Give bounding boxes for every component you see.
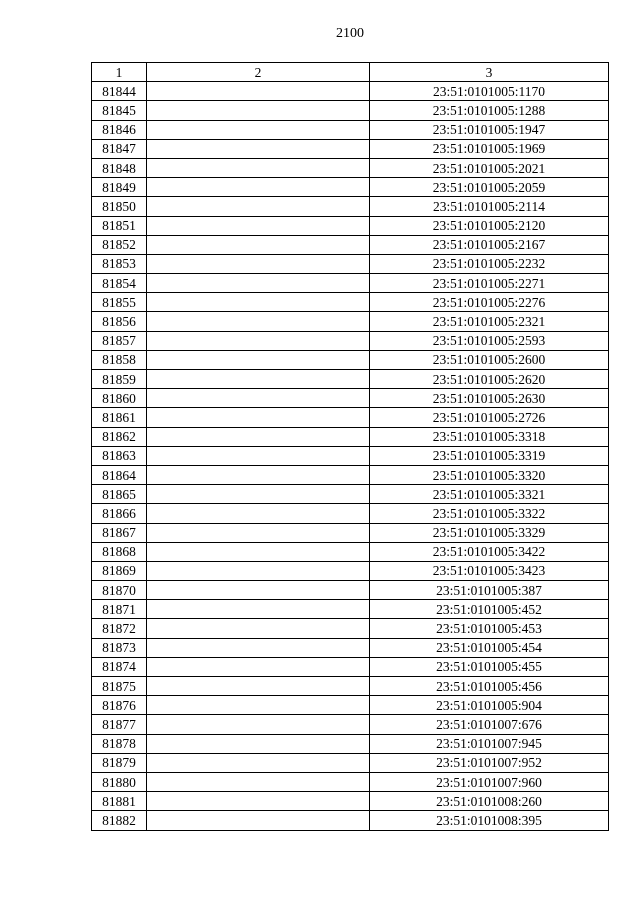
cadastral-number-cell: 23:51:0101005:3422 [370, 542, 609, 561]
row-empty-cell [147, 600, 370, 619]
row-number-cell: 81875 [92, 677, 147, 696]
table-row [92, 638, 609, 657]
table-row [92, 677, 609, 696]
cadastral-number-cell: 23:51:0101005:904 [370, 696, 609, 715]
row-empty-cell [147, 427, 370, 446]
cadastral-number-cell: 23:51:0101005:2600 [370, 350, 609, 369]
row-number-cell: 81854 [92, 274, 147, 293]
row-empty-cell [147, 772, 370, 791]
row-number-cell: 81848 [92, 158, 147, 177]
row-empty-cell [147, 657, 370, 676]
cadastral-number-cell: 23:51:0101005:453 [370, 619, 609, 638]
cadastral-number-cell: 23:51:0101005:2726 [370, 408, 609, 427]
cadastral-number-cell: 23:51:0101005:2271 [370, 274, 609, 293]
row-empty-cell [147, 350, 370, 369]
table-row [92, 235, 609, 254]
row-number-cell: 81851 [92, 216, 147, 235]
row-number-cell: 81858 [92, 350, 147, 369]
table-row [92, 139, 609, 158]
row-number-cell: 81882 [92, 811, 147, 830]
row-empty-cell [147, 638, 370, 657]
table-row [92, 216, 609, 235]
cadastral-number-cell: 23:51:0101005:3319 [370, 446, 609, 465]
table-row [92, 696, 609, 715]
row-empty-cell [147, 696, 370, 715]
cadastral-number-cell: 23:51:0101005:2276 [370, 293, 609, 312]
table-body [92, 82, 609, 830]
row-empty-cell [147, 523, 370, 542]
row-empty-cell [147, 197, 370, 216]
table-row [92, 523, 609, 542]
cadastral-number-cell: 23:51:0101005:1288 [370, 101, 609, 120]
row-number-cell: 81850 [92, 197, 147, 216]
table-row [92, 427, 609, 446]
table-row [92, 408, 609, 427]
cadastral-number-cell: 23:51:0101005:2321 [370, 312, 609, 331]
table-row [92, 465, 609, 484]
row-empty-cell [147, 677, 370, 696]
table-row [92, 389, 609, 408]
cadastral-number-cell: 23:51:0101007:676 [370, 715, 609, 734]
cadastral-number-cell: 23:51:0101005:1969 [370, 139, 609, 158]
row-number-cell: 81846 [92, 120, 147, 139]
cadastral-number-cell: 23:51:0101005:2232 [370, 254, 609, 273]
table-row [92, 811, 609, 830]
row-empty-cell [147, 542, 370, 561]
row-number-cell: 81847 [92, 139, 147, 158]
table-row [92, 657, 609, 676]
row-number-cell: 81878 [92, 734, 147, 753]
table-row [92, 600, 609, 619]
table-row [92, 82, 609, 101]
row-empty-cell [147, 581, 370, 600]
row-number-cell: 81863 [92, 446, 147, 465]
column-header-1: 1 [92, 63, 147, 82]
cadastral-number-cell: 23:51:0101005:2021 [370, 158, 609, 177]
row-empty-cell [147, 254, 370, 273]
row-empty-cell [147, 274, 370, 293]
table-row [92, 715, 609, 734]
row-empty-cell [147, 753, 370, 772]
cadastral-number-cell: 23:51:0101005:1170 [370, 82, 609, 101]
row-number-cell: 81857 [92, 331, 147, 350]
table-row [92, 446, 609, 465]
cadastral-number-cell: 23:51:0101005:3322 [370, 504, 609, 523]
table-row [92, 581, 609, 600]
row-number-cell: 81849 [92, 178, 147, 197]
row-number-cell: 81868 [92, 542, 147, 561]
table-row [92, 254, 609, 273]
cadastral-number-cell: 23:51:0101005:3423 [370, 561, 609, 580]
table-row [92, 792, 609, 811]
row-empty-cell [147, 101, 370, 120]
cadastral-number-cell: 23:51:0101005:456 [370, 677, 609, 696]
row-empty-cell [147, 792, 370, 811]
row-empty-cell [147, 734, 370, 753]
table-row [92, 197, 609, 216]
table-row [92, 772, 609, 791]
row-number-cell: 81873 [92, 638, 147, 657]
row-number-cell: 81869 [92, 561, 147, 580]
row-number-cell: 81877 [92, 715, 147, 734]
table-row [92, 619, 609, 638]
row-number-cell: 81864 [92, 465, 147, 484]
row-number-cell: 81881 [92, 792, 147, 811]
cadastral-number-cell: 23:51:0101007:952 [370, 753, 609, 772]
cadastral-number-cell: 23:51:0101005:387 [370, 581, 609, 600]
cadastral-number-cell: 23:51:0101005:2114 [370, 197, 609, 216]
cadastral-number-cell: 23:51:0101005:1947 [370, 120, 609, 139]
row-empty-cell [147, 293, 370, 312]
column-header-2: 2 [147, 63, 370, 82]
cadastral-number-cell: 23:51:0101005:455 [370, 657, 609, 676]
row-empty-cell [147, 619, 370, 638]
table-row [92, 370, 609, 389]
table-row [92, 158, 609, 177]
table-row [92, 312, 609, 331]
row-empty-cell [147, 561, 370, 580]
row-empty-cell [147, 485, 370, 504]
table-row [92, 293, 609, 312]
row-number-cell: 81844 [92, 82, 147, 101]
row-empty-cell [147, 312, 370, 331]
cadastral-number-cell: 23:51:0101005:3318 [370, 427, 609, 446]
row-number-cell: 81859 [92, 370, 147, 389]
table-row [92, 101, 609, 120]
row-number-cell: 81852 [92, 235, 147, 254]
table-row [92, 331, 609, 350]
table-row [92, 561, 609, 580]
row-empty-cell [147, 715, 370, 734]
row-empty-cell [147, 178, 370, 197]
registry-table [91, 62, 609, 831]
table-row [92, 120, 609, 139]
row-number-cell: 81860 [92, 389, 147, 408]
cadastral-number-cell: 23:51:0101005:454 [370, 638, 609, 657]
row-empty-cell [147, 408, 370, 427]
table-row [92, 350, 609, 369]
cadastral-number-cell: 23:51:0101005:2593 [370, 331, 609, 350]
page-number: 2100 [336, 26, 364, 41]
cadastral-number-cell: 23:51:0101005:2120 [370, 216, 609, 235]
table-row [92, 178, 609, 197]
row-number-cell: 81874 [92, 657, 147, 676]
cadastral-number-cell: 23:51:0101008:260 [370, 792, 609, 811]
row-empty-cell [147, 216, 370, 235]
row-empty-cell [147, 389, 370, 408]
cadastral-number-cell: 23:51:0101005:2630 [370, 389, 609, 408]
cadastral-number-cell: 23:51:0101005:2620 [370, 370, 609, 389]
row-empty-cell [147, 504, 370, 523]
cadastral-number-cell: 23:51:0101005:3321 [370, 485, 609, 504]
table-row [92, 753, 609, 772]
table-row [92, 504, 609, 523]
table-row [92, 485, 609, 504]
cadastral-number-cell: 23:51:0101008:395 [370, 811, 609, 830]
row-number-cell: 81861 [92, 408, 147, 427]
column-header-3: 3 [370, 63, 609, 82]
row-empty-cell [147, 465, 370, 484]
row-number-cell: 81867 [92, 523, 147, 542]
row-number-cell: 81855 [92, 293, 147, 312]
table-row [92, 542, 609, 561]
row-number-cell: 81866 [92, 504, 147, 523]
row-number-cell: 81862 [92, 427, 147, 446]
row-number-cell: 81865 [92, 485, 147, 504]
row-number-cell: 81856 [92, 312, 147, 331]
cadastral-number-cell: 23:51:0101007:945 [370, 734, 609, 753]
row-number-cell: 81879 [92, 753, 147, 772]
table-header-row [92, 63, 609, 82]
cadastral-number-cell: 23:51:0101007:960 [370, 772, 609, 791]
row-empty-cell [147, 82, 370, 101]
row-empty-cell [147, 370, 370, 389]
cadastral-number-cell: 23:51:0101005:452 [370, 600, 609, 619]
row-number-cell: 81870 [92, 581, 147, 600]
table-row [92, 734, 609, 753]
row-empty-cell [147, 158, 370, 177]
row-number-cell: 81880 [92, 772, 147, 791]
row-number-cell: 81871 [92, 600, 147, 619]
cadastral-number-cell: 23:51:0101005:2167 [370, 235, 609, 254]
row-empty-cell [147, 331, 370, 350]
row-empty-cell [147, 446, 370, 465]
row-number-cell: 81853 [92, 254, 147, 273]
row-number-cell: 81876 [92, 696, 147, 715]
row-number-cell: 81845 [92, 101, 147, 120]
cadastral-number-cell: 23:51:0101005:3320 [370, 465, 609, 484]
table-row [92, 274, 609, 293]
row-empty-cell [147, 120, 370, 139]
cadastral-number-cell: 23:51:0101005:2059 [370, 178, 609, 197]
row-empty-cell [147, 235, 370, 254]
row-empty-cell [147, 139, 370, 158]
cadastral-number-cell: 23:51:0101005:3329 [370, 523, 609, 542]
row-empty-cell [147, 811, 370, 830]
row-number-cell: 81872 [92, 619, 147, 638]
